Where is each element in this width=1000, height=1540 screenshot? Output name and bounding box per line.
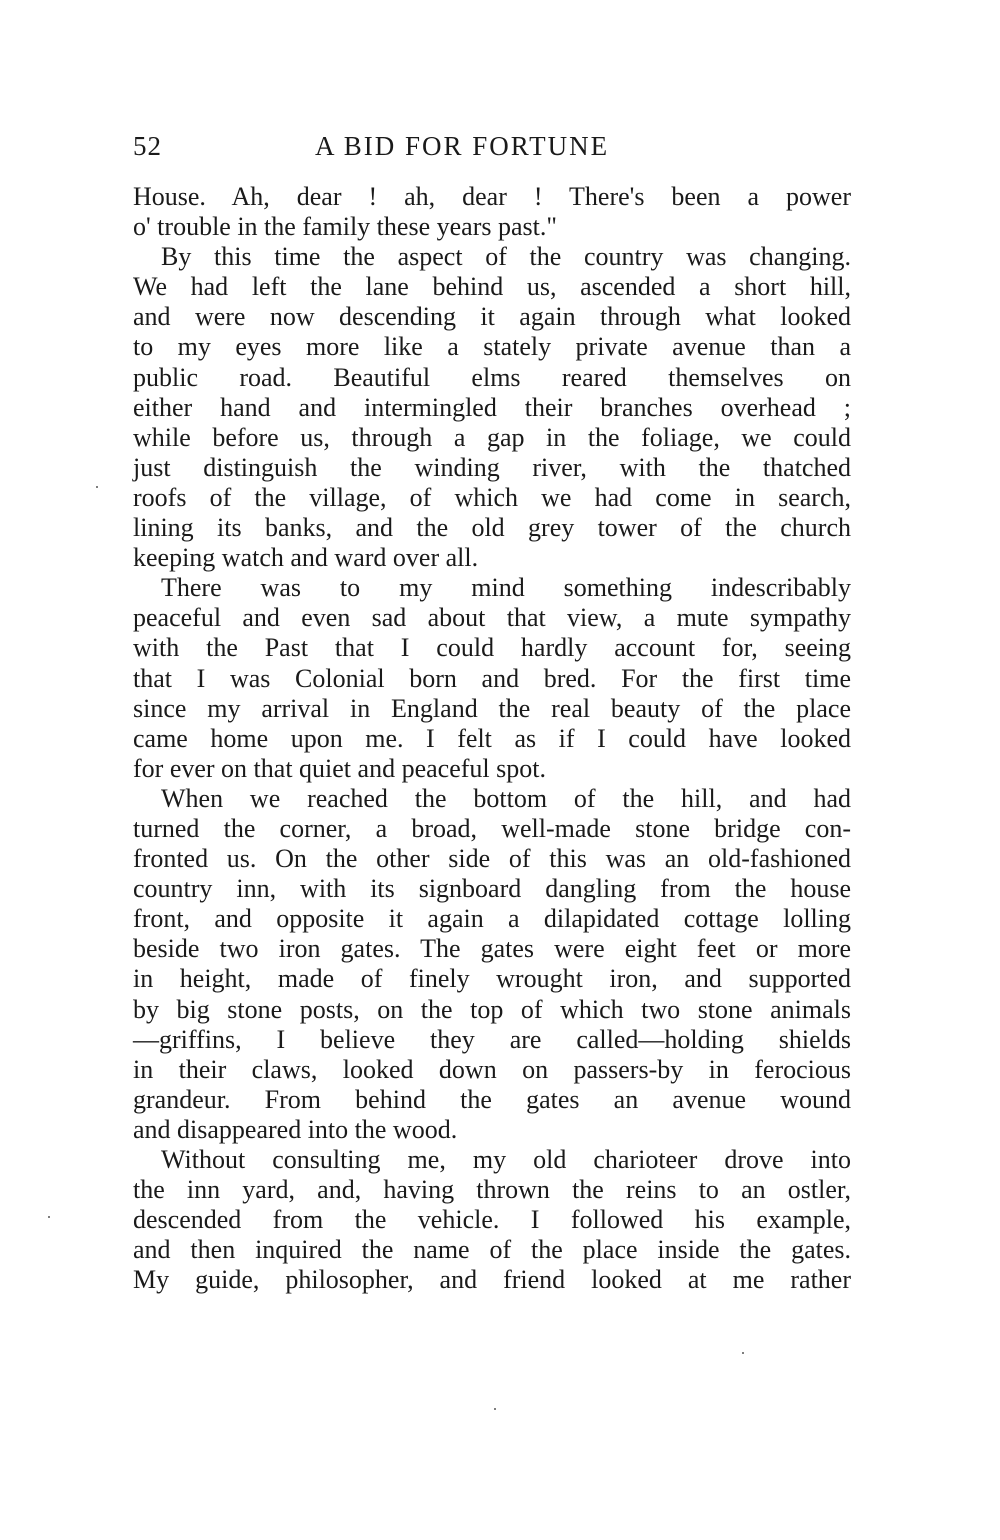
text-line: to my eyes more like a stately private avenue than a <box>133 332 851 362</box>
text-line: and disappeared into the wood. <box>133 1114 458 1144</box>
page-header <box>133 128 851 164</box>
text-line: beside two iron gates. The gates were eight feet or more <box>133 934 851 964</box>
running-title: A BID FOR FORTUNE <box>315 131 610 161</box>
text-line: that I was Colonial born and bred. For the first time <box>133 663 851 693</box>
text-line: keeping watch and ward over all. <box>133 543 479 573</box>
print-speck <box>48 1216 50 1218</box>
text-line: and were now descending it again through what looked <box>133 302 851 332</box>
text-line: by big stone posts, on the top of which two stone animals <box>133 994 851 1024</box>
text-line: with the Past that I could hardly account for, seeing <box>133 633 851 663</box>
text-line: just distinguish the winding river, with the thatched <box>133 452 851 482</box>
text-line: country inn, with its signboard dangling from the house <box>133 874 851 904</box>
text-line: By this time the aspect of the country was changing. <box>161 242 851 272</box>
text-line: o' trouble in the family these years past." <box>133 212 557 242</box>
page-number: 52 <box>133 131 162 161</box>
print-speck <box>742 1352 744 1354</box>
text-line: while before us, through a gap in the foliage, we could <box>133 422 851 452</box>
body-text <box>133 182 851 1295</box>
text-line: in their claws, looked down on passers-by in ferocious <box>133 1054 851 1084</box>
text-line: Without consulting me, my old charioteer drove into <box>161 1145 851 1174</box>
text-line: front, and opposite it again a dilapidated cottage lolling <box>133 904 851 934</box>
text-line: for ever on that quiet and peaceful spot. <box>133 753 546 783</box>
text-line: in height, made of finely wrought iron, and supported <box>133 964 851 994</box>
print-speck <box>96 486 98 488</box>
text-line: —griffins, I believe they are called—holding shields <box>133 1024 851 1054</box>
text-line: peaceful and even sad about that view, a mute sympathy <box>133 603 851 633</box>
text-line: since my arrival in England the real beauty of the place <box>133 693 851 723</box>
paragraph <box>133 182 851 242</box>
paragraph <box>133 784 851 1145</box>
text-line: descended from the vehicle. I followed his example, <box>133 1205 851 1235</box>
text-line: the inn yard, and, having thrown the reins to an ostler, <box>133 1175 851 1205</box>
text-line: fronted us. On the other side of this was an old-fashioned <box>133 844 851 874</box>
text-line: roofs of the village, of which we had come in search, <box>133 482 851 512</box>
text-line: House. Ah, dear ! ah, dear ! There's been a power <box>133 182 851 211</box>
text-line: and then inquired the name of the place inside the gates. <box>133 1235 851 1265</box>
text-line: public road. Beautiful elms reared themselves on <box>133 362 851 392</box>
paragraph <box>133 242 851 573</box>
paragraph <box>133 573 851 784</box>
text-line: There was to my mind something indescribably <box>161 573 851 603</box>
paragraph <box>133 1145 851 1295</box>
text-line: either hand and intermingled their branches overhead ; <box>133 392 851 422</box>
text-line: My guide, philosopher, and friend looked at me rather <box>133 1265 851 1295</box>
text-line: lining its banks, and the old grey tower of the church <box>133 513 851 543</box>
text-line: came home upon me. I felt as if I could have looked <box>133 723 851 753</box>
text-line: We had left the lane behind us, ascended a short hill, <box>133 272 851 302</box>
text-line: grandeur. From behind the gates an avenue wound <box>133 1084 851 1114</box>
print-speck <box>494 1408 496 1410</box>
text-line: turned the corner, a broad, well-made stone bridge con- <box>133 813 851 843</box>
text-line: When we reached the bottom of the hill, and had <box>161 783 851 813</box>
